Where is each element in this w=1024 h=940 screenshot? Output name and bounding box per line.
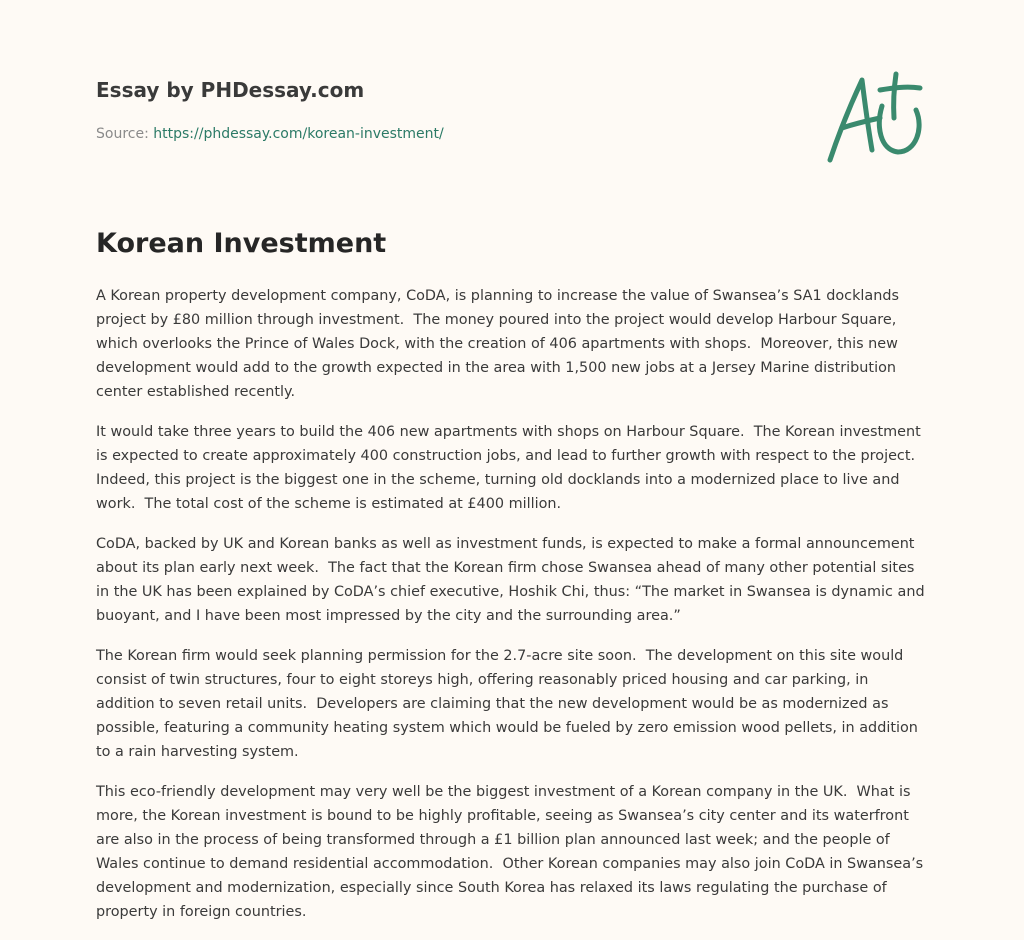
source-label: Source: <box>96 126 154 142</box>
source-line <box>96 124 796 144</box>
essay-paragraph-1: A Korean property development company, CoDA, is planning to increase the value of Swansea’s SA1 docklands project by £80 million through investment. The money poured into the project would develop Harbour Square, which overlooks the Prince of Wales Dock, with the creation of 406 apartments with shops. Moreover, this new development would add to the growth expected in the area with 1,500 new jobs at a Jersey Marine distribution center established recently. <box>96 288 904 400</box>
essay-paragraph-5: This eco-friendly development may very well be the biggest investment of a Korean company in the UK. What is more, the Korean investment is bound to be highly profitable, seeing as Swansea’s city center and its waterfront are also in the process of being transformed through a £1 billion plan announced last week; and the people of Wales continue to demand residential accommodation. Other Korean companies may also join CoDA in Swansea’s development and modernization, especially since South Korea has relaxed its laws regulating the purchase of property in foreign countries. <box>96 784 928 920</box>
site-title: Essay by PHDessay.com <box>96 78 365 102</box>
essay-title: Korean Investment <box>96 228 387 259</box>
essay-paragraph-4: The Korean firm would seek planning permission for the 2.7-acre site soon. The development on this site would consist of twin structures, four to eight storeys high, offering reasonably priced housing and car parking, in addition to seven retail units. Developers are claiming that the new development would be as modernized as possible, featuring a community heating system which would be fueled by zero emission wood pellets, in addition to a rain harvesting system. <box>96 648 923 760</box>
source-link[interactable]: https://phdessay.com/korean-investment/ <box>153 126 444 142</box>
essay-body <box>96 226 930 940</box>
essay-paragraph-3: CoDA, backed by UK and Korean banks as well as investment funds, is expected to make a formal announcement about its plan early next week. The fact that the Korean firm chose Swansea ahead of many other potential sites in the UK has been explained by CoDA’s chief executive, Hoshik Chi, thus: “The market in Swansea is dynamic and buoyant, and I have been most impressed by the city and the surrounding area.” <box>96 536 930 624</box>
a-plus-grade-logo-icon <box>820 66 930 166</box>
essay-header <box>96 76 796 144</box>
essay-paragraph-2: It would take three years to build the 406 new apartments with shops on Harbour Square. The Korean investment is expected to create approximately 400 construction jobs, and lead to further growth with respect to the project. Indeed, this project is the biggest one in the scheme, turning old docklands into a modernized place to live and work. The total cost of the scheme is estimated at £400 million. <box>96 424 926 512</box>
